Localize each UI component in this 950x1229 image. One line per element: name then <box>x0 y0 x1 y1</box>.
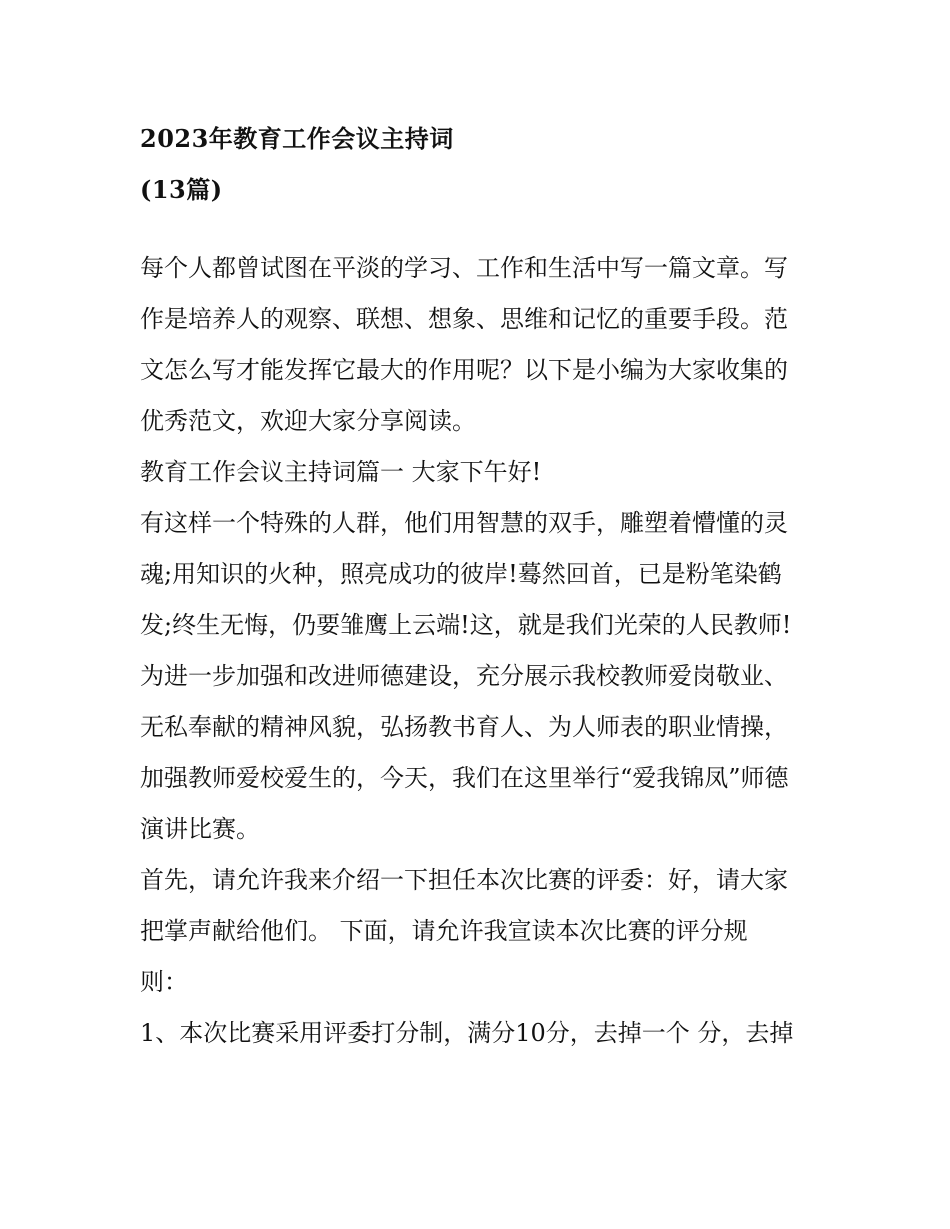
text-line: 无私奉献的精神风貌，弘扬教书育人、为人师表的职业情操， <box>140 713 788 741</box>
paragraph-introduce-judges <box>140 855 812 1008</box>
text-line: 1、本次比赛采用评委打分制，满分10分，去掉一个 分，去掉 <box>140 1019 794 1047</box>
text-line: 加强教师爱校爱生的，今天，我们在这里举行“爱我锦凤”师德 <box>140 764 789 792</box>
paragraph-intro <box>140 243 812 447</box>
text-line: 每个人都曾试图在平淡的学习、工作和生活中写一篇文章。写 <box>140 254 788 282</box>
text-line: 演讲比赛。 <box>140 815 260 843</box>
text-line: 首先，请允许我来介绍一下担任本次比赛的评委：好，请大家 <box>140 866 788 894</box>
title-line: 2023年教育工作会议主持词 <box>140 124 454 153</box>
document-body <box>140 243 812 1059</box>
paragraph-rule-1 <box>140 1008 812 1059</box>
text-line: 作是培养人的观察、联想、想象、思维和记忆的重要手段。范 <box>140 305 788 333</box>
text-line: 为进一步加强和改进师德建设，充分展示我校教师爱岗敬业、 <box>140 662 788 690</box>
text-line: 文怎么写才能发挥它最大的作用呢？以下是小编为大家收集的 <box>140 356 788 384</box>
document-title <box>140 113 812 215</box>
paragraph-opening <box>140 498 812 855</box>
title-line: (13篇) <box>140 175 223 204</box>
text-line: 有这样一个特殊的人群，他们用智慧的双手，雕塑着懵懂的灵 <box>140 509 788 537</box>
paragraph-section-heading <box>140 447 812 498</box>
text-line: 魂;用知识的火种，照亮成功的彼岸!蓦然回首，已是粉笔染鹤 <box>140 560 782 588</box>
text-line: 则： <box>140 968 188 996</box>
document-content <box>140 113 812 1059</box>
text-line: 把掌声献给他们。 下面，请允许我宣读本次比赛的评分规 <box>140 917 748 945</box>
text-line: 发;终生无悔，仍要雏鹰上云端!这，就是我们光荣的人民教师! <box>140 611 792 639</box>
text-line: 优秀范文，欢迎大家分享阅读。 <box>140 407 476 435</box>
text-line: 教育工作会议主持词篇一 大家下午好! <box>140 458 542 486</box>
